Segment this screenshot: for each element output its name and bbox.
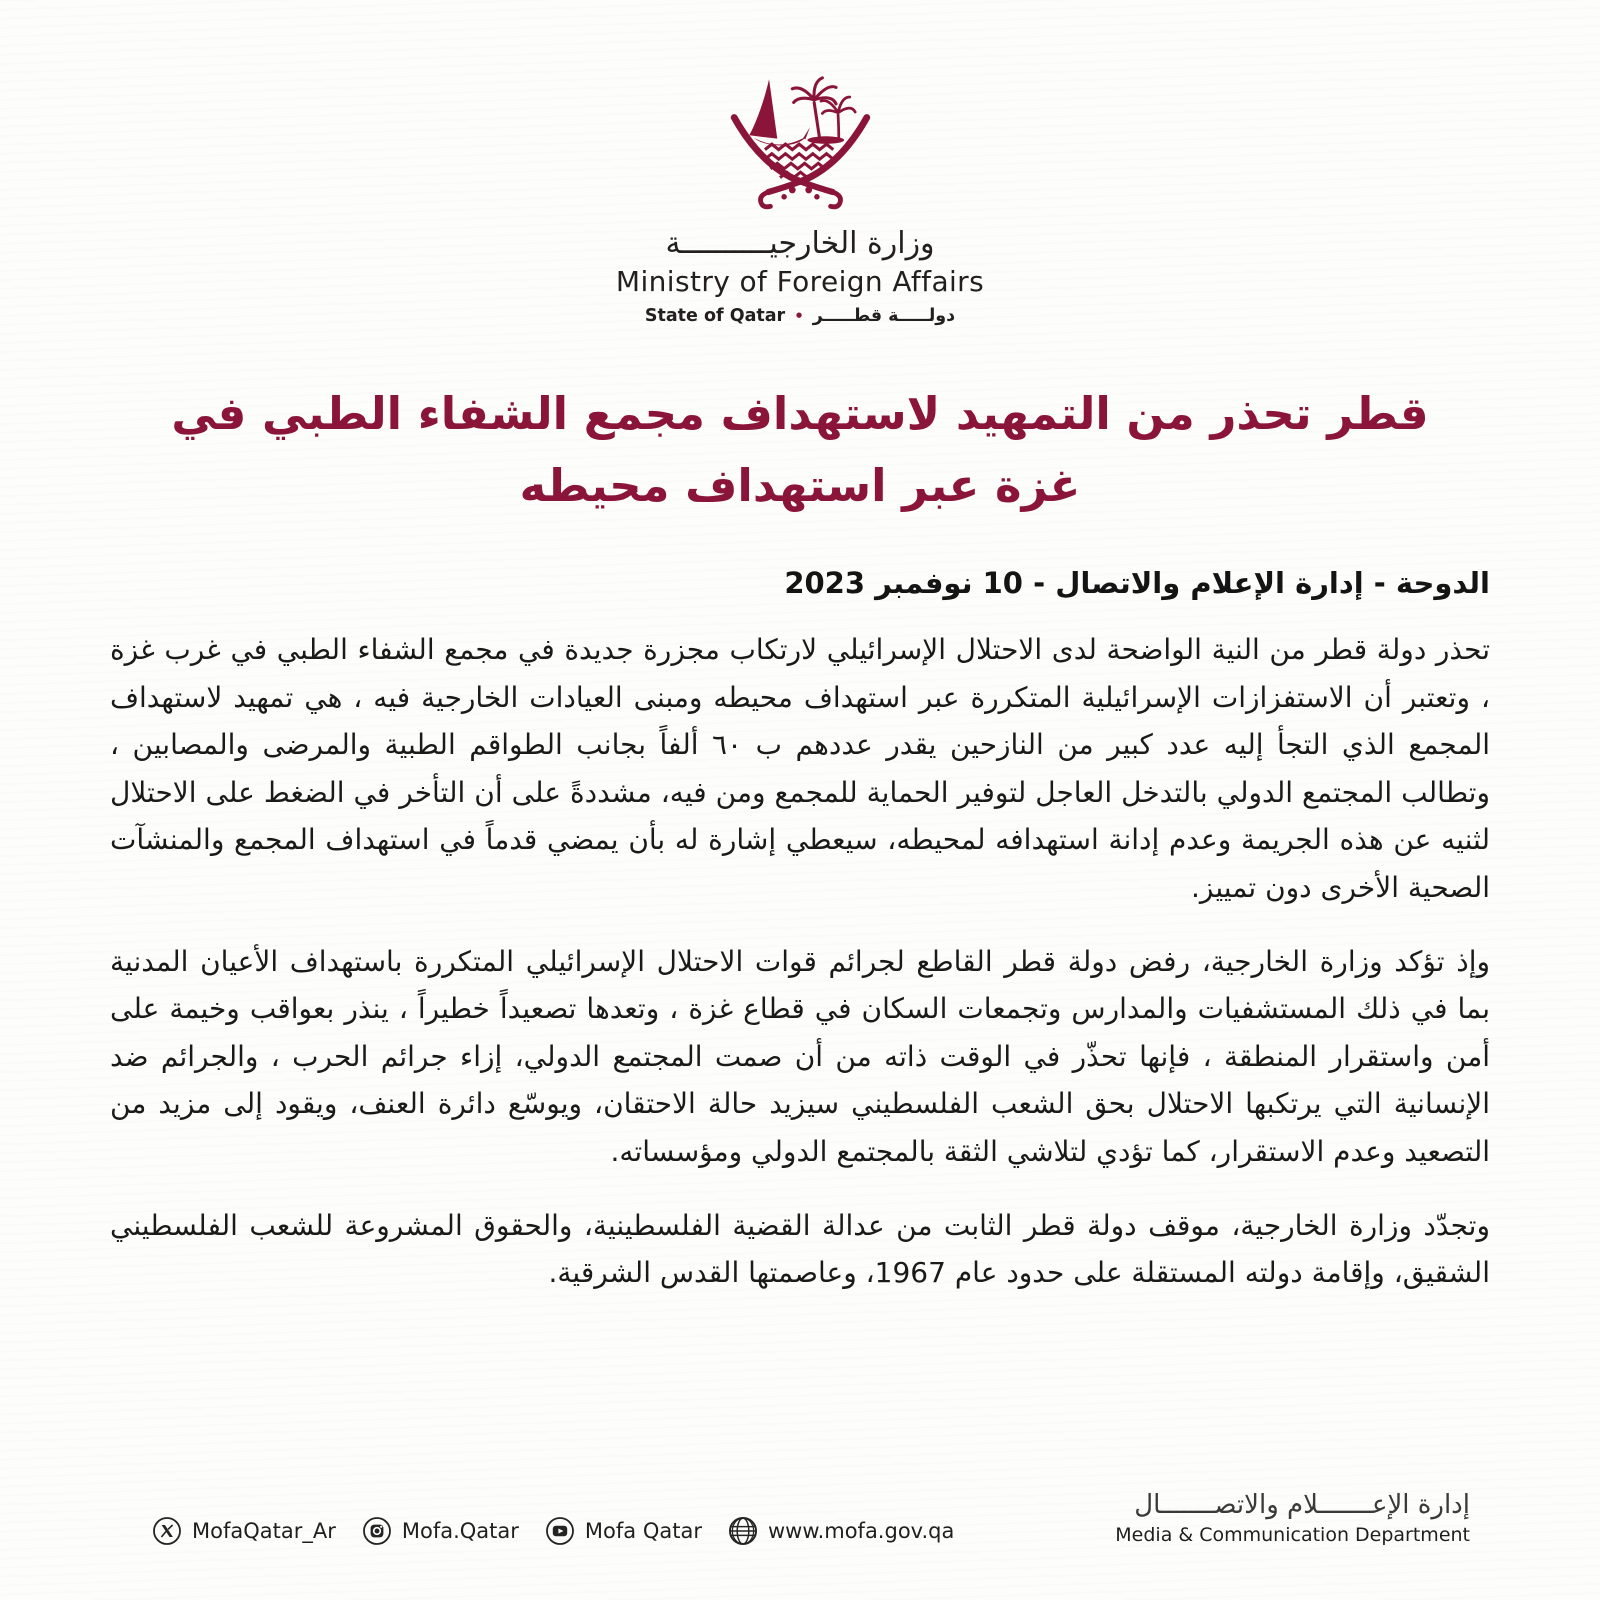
department-block [1115, 1490, 1470, 1546]
website-link[interactable] [728, 1516, 954, 1546]
globe-icon [728, 1516, 758, 1546]
mofa-logo-block [0, 0, 1600, 326]
youtube-icon [545, 1516, 575, 1546]
press-release-headline: قطر تحذر من التمهيد لاستهداف مجمع الشفاء الطبي في غزة عبر استهداف محيطه [171, 387, 1429, 512]
social-youtube-handle[interactable] [545, 1516, 702, 1546]
social-handle-label: MofaQatar_Ar [192, 1519, 336, 1543]
social-handle-label: Mofa.Qatar [401, 1519, 519, 1543]
website-url-label: www.mofa.gov.qa [767, 1519, 955, 1543]
dateline: الدوحة - إدارة الإعلام والاتصال - 10 نوفمبر 2023 [784, 566, 1490, 600]
tagline-english: State of Qatar [644, 306, 786, 326]
body-paragraph-1: تحذر دولة قطر من النية الواضحة لدى الاحتلال الإسرائيلي لارتكاب مجزرة جديدة في مجمع الشفاء الطبي في غرب غزة ، وتعتبر أن الاستفزازات الإسرائيلية المتكررة عبر استهداف محيطه ومبنى العيادات الخارجية فيه ، هي تمهيد لاستهداف المجمع الذي التجأ إليه عدد كبير من النازحين يقدر عددهم ب ٦٠ ألفاً بجانب الطواقم الطبية والمرضى والمصابين ، وتطالب المجتمع الدولي بالتدخل العاجل لتوفير الحماية للمجمع ومن فيه، مشددةً على أن التأخر في الضغط على الاحتلال لثنيه عن هذه الجريمة وعدم إدانة استهدافه لمحيطه، سيعطي إشارة له بأن يمضي قدماً في استهداف المجمع والمنشآت الصحية الأخرى دون تمييز. [110, 633, 1490, 904]
social-handle-label: Mofa Qatar [584, 1519, 702, 1543]
ministry-name-arabic: وزارة الخارجيــــــــــة [665, 226, 935, 261]
ministry-name-english: Ministry of Foreign Affairs [615, 265, 985, 298]
tagline-arabic: دولـــــة قطـــــر [812, 306, 956, 326]
instagram-icon [362, 1516, 392, 1546]
social-links [152, 1516, 954, 1546]
department-name-arabic: إدارة الإعـــــــلام والاتصـــــــال [1134, 1490, 1470, 1520]
body-paragraph-2: وإذ تؤكد وزارة الخارجية، رفض دولة قطر القاطع لجرائم قوات الاحتلال الإسرائيلي المتكررة باستهداف الأعيان المدنية بما في ذلك المستشفيات والمدارس وتجمعات السكان في قطاع غزة ، وتعدها تصعيداً خطيراً ، ينذر بعواقب وخيمة على أمن واستقرار المنطقة ، فإنها تحذّر في الوقت ذاته من أن صمت المجتمع الدولي، إزاء جرائم الحرب ، والجرائم ضد الإنسانية التي يرتكبها الاحتلال بحق الشعب الفلسطيني سيزيد حالة الاحتقان، ويوسّع دائرة العنف، ويقود إلى مزيد من التصعيد وعدم الاستقرار، كما تؤدي لتلاشي الثقة بالمجتمع الدولي ومؤسساته. [110, 944, 1490, 1168]
social-instagram-handle[interactable] [362, 1516, 519, 1546]
department-name-english: Media & Communication Department [1115, 1524, 1470, 1546]
tagline-separator-dot: • [794, 306, 804, 325]
state-of-qatar-tagline [0, 306, 1600, 326]
x-icon [152, 1516, 182, 1546]
qatar-mofa-emblem-icon [698, 56, 903, 220]
social-x-handle[interactable] [152, 1516, 336, 1546]
body-paragraph-3: وتجدّد وزارة الخارجية، موقف دولة قطر الثابت من عدالة القضية الفلسطينية، والحقوق المشروعة للشعب الفلسطيني الشقيق، وإقامة دولته المستقلة على حدود عام 1967، وعاصمتها القدس الشرقية. [110, 1208, 1490, 1290]
footer [152, 1490, 1470, 1546]
press-release-body [110, 566, 1490, 1297]
